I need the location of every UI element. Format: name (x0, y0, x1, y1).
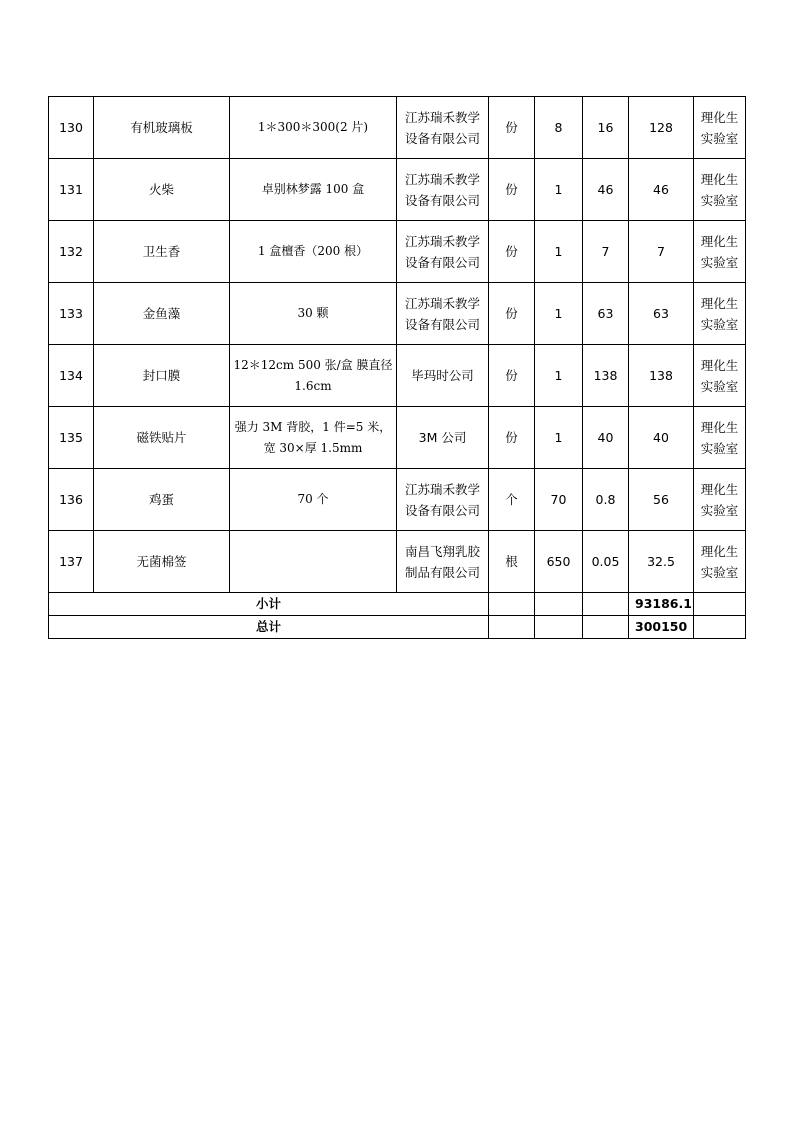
department-cell: 理化生实验室 (694, 97, 746, 159)
unit-price-cell: 16 (583, 97, 629, 159)
item-spec-cell: 卓别林梦露 100 盒 (230, 159, 397, 221)
supplier-cell: 江苏瑞禾教学设备有限公司 (397, 221, 489, 283)
subtotal-value: 93186.1 (629, 593, 694, 616)
item-spec-cell: 12＊12cm 500 张/盒 膜直径 1.6cm (230, 345, 397, 407)
total-empty-cell (694, 616, 746, 639)
supplier-cell: 3M 公司 (397, 407, 489, 469)
unit-price-cell: 0.05 (583, 531, 629, 593)
unit-cell: 份 (489, 159, 535, 221)
unit-cell: 份 (489, 407, 535, 469)
supplier-cell: 江苏瑞禾教学设备有限公司 (397, 469, 489, 531)
total-empty-cell (535, 616, 583, 639)
department-cell: 理化生实验室 (694, 159, 746, 221)
department-cell: 理化生实验室 (694, 345, 746, 407)
unit-cell: 份 (489, 283, 535, 345)
subtotal-empty-cell (535, 593, 583, 616)
department-cell: 理化生实验室 (694, 283, 746, 345)
total-empty-cell (583, 616, 629, 639)
department-cell: 理化生实验室 (694, 407, 746, 469)
supplier-cell: 江苏瑞禾教学设备有限公司 (397, 97, 489, 159)
item-name-cell: 火柴 (94, 159, 230, 221)
amount-cell: 40 (629, 407, 694, 469)
quantity-cell: 1 (535, 221, 583, 283)
quantity-cell: 1 (535, 283, 583, 345)
quantity-cell: 8 (535, 97, 583, 159)
item-number-cell: 135 (49, 407, 94, 469)
table-row (49, 407, 746, 469)
procurement-table (48, 96, 746, 639)
item-number-cell: 136 (49, 469, 94, 531)
amount-cell: 138 (629, 345, 694, 407)
table-row (49, 159, 746, 221)
item-name-cell: 封口膜 (94, 345, 230, 407)
total-row (49, 616, 746, 639)
supplier-cell: 毕玛时公司 (397, 345, 489, 407)
total-value: 300150 (629, 616, 694, 639)
item-number-cell: 133 (49, 283, 94, 345)
amount-cell: 56 (629, 469, 694, 531)
table-row (49, 469, 746, 531)
unit-cell: 份 (489, 221, 535, 283)
amount-cell: 63 (629, 283, 694, 345)
amount-cell: 46 (629, 159, 694, 221)
quantity-cell: 1 (535, 407, 583, 469)
item-spec-cell: 30 颗 (230, 283, 397, 345)
item-number-cell: 137 (49, 531, 94, 593)
unit-cell: 份 (489, 97, 535, 159)
amount-cell: 7 (629, 221, 694, 283)
unit-price-cell: 46 (583, 159, 629, 221)
table-row (49, 531, 746, 593)
supplier-cell: 南昌飞翔乳胶制品有限公司 (397, 531, 489, 593)
department-cell: 理化生实验室 (694, 531, 746, 593)
item-name-cell: 卫生香 (94, 221, 230, 283)
item-spec-cell (230, 531, 397, 593)
item-name-cell: 鸡蛋 (94, 469, 230, 531)
unit-price-cell: 40 (583, 407, 629, 469)
unit-price-cell: 138 (583, 345, 629, 407)
item-spec-cell: 70 个 (230, 469, 397, 531)
item-spec-cell: 1 盒檀香（200 根） (230, 221, 397, 283)
department-cell: 理化生实验室 (694, 469, 746, 531)
subtotal-row (49, 593, 746, 616)
total-label: 总计 (49, 616, 489, 639)
subtotal-empty-cell (694, 593, 746, 616)
item-number-cell: 134 (49, 345, 94, 407)
item-spec-cell: 1＊300＊300(2 片) (230, 97, 397, 159)
unit-price-cell: 0.8 (583, 469, 629, 531)
subtotal-label: 小计 (49, 593, 489, 616)
amount-cell: 32.5 (629, 531, 694, 593)
item-number-cell: 132 (49, 221, 94, 283)
item-name-cell: 磁铁贴片 (94, 407, 230, 469)
item-spec-cell: 强力 3M 背胶，1 件=5 米，宽 30×厚 1.5mm (230, 407, 397, 469)
table-row (49, 221, 746, 283)
department-cell: 理化生实验室 (694, 221, 746, 283)
item-number-cell: 131 (49, 159, 94, 221)
table-row (49, 97, 746, 159)
subtotal-empty-cell (583, 593, 629, 616)
item-number-cell: 130 (49, 97, 94, 159)
quantity-cell: 1 (535, 159, 583, 221)
unit-price-cell: 7 (583, 221, 629, 283)
table-row (49, 283, 746, 345)
total-empty-cell (489, 616, 535, 639)
supplier-cell: 江苏瑞禾教学设备有限公司 (397, 283, 489, 345)
unit-cell: 个 (489, 469, 535, 531)
item-name-cell: 无菌棉签 (94, 531, 230, 593)
quantity-cell: 70 (535, 469, 583, 531)
amount-cell: 128 (629, 97, 694, 159)
quantity-cell: 1 (535, 345, 583, 407)
unit-cell: 根 (489, 531, 535, 593)
table-row (49, 345, 746, 407)
table-body (49, 97, 746, 639)
subtotal-empty-cell (489, 593, 535, 616)
unit-cell: 份 (489, 345, 535, 407)
unit-price-cell: 63 (583, 283, 629, 345)
quantity-cell: 650 (535, 531, 583, 593)
item-name-cell: 有机玻璃板 (94, 97, 230, 159)
supplier-cell: 江苏瑞禾教学设备有限公司 (397, 159, 489, 221)
item-name-cell: 金鱼藻 (94, 283, 230, 345)
